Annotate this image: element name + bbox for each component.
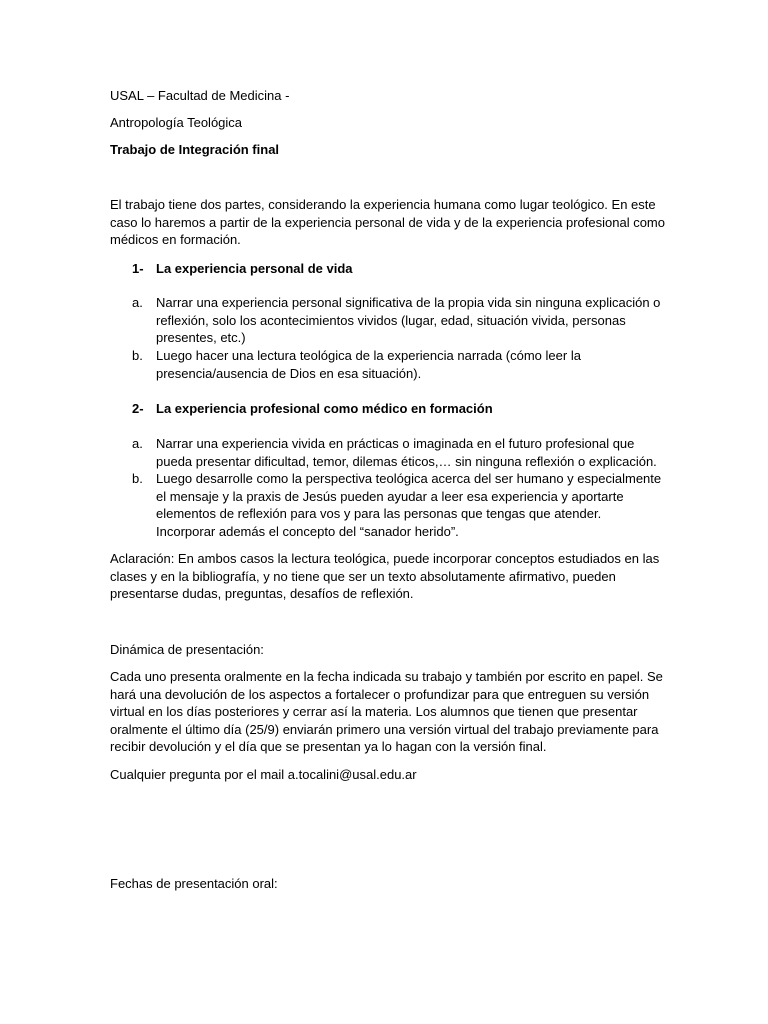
list-item-text: Luego desarrolle como la perspectiva teológica acerca del ser humano y especialmente el mensaje y la praxis de Jesús pueden ayudar a leer esa experiencia y aportarte elementos de reflexión para vos y para las personas que tengas que atender. Incorporar además el concepto del “sanador herido”.: [156, 471, 662, 539]
list-item-text: Narrar una experiencia personal significativa de la propia vida sin ninguna explicación o reflexión, solo los acontecimientos vividos (lugar, edad, situación vivida, personas presentes, etc.): [156, 295, 661, 346]
part2-item-b: [132, 470, 662, 540]
dynamics-paragraph: Cada uno presenta oralmente en la fecha indicada su trabajo y también por escrito en papel. Se hará una devolución de los aspectos a fortalecer o profundizar para que entreguen su versión virtual en los días posteriores y cerrar así la materia. Los alumnos que tienen que presentar oralmente el último día (25/9) enviarán primero una versión virtual del trabajo previamente para recibir devolución y el día que se presentan ya lo hagan con la versión final.: [110, 669, 663, 755]
course-line: Antropología Teológica: [110, 115, 243, 130]
dynamics-heading: Dinámica de presentación:: [110, 642, 264, 657]
clarification-paragraph: Aclaración: En ambos casos la lectura teológica, puede incorporar conceptos estudiados en las clases y en la bibliografía, y no tiene que ser un texto absolutamente afirmativo, pueden presentarse dudas, preguntas, desafíos de reflexión.: [110, 551, 660, 602]
dates-heading: Fechas de presentación oral:: [110, 876, 278, 891]
contact-line: Cualquier pregunta por el mail a.tocalini@usal.edu.ar: [110, 767, 417, 782]
part2-item-a: [132, 435, 662, 470]
list-marker: a.: [132, 295, 143, 310]
document-title: Trabajo de Integración final: [110, 142, 280, 157]
list-item-text: Narrar una experiencia vivida en prácticas o imaginada en el futuro profesional que pueda presentar dificultad, temor, dilemas éticos,… sin ninguna reflexión o explicación.: [156, 436, 657, 469]
part2-heading-text: La experiencia profesional como médico en formación: [156, 401, 493, 416]
part2-heading: [132, 400, 493, 418]
list-marker: b.: [132, 471, 143, 486]
list-item-text: Luego hacer una lectura teológica de la experiencia narrada (cómo leer la presencia/ausencia de Dios en esa situación).: [156, 348, 581, 381]
part1-item-a: [132, 294, 662, 347]
part2-marker: 2-: [132, 401, 144, 416]
institution-line: USAL – Facultad de Medicina -: [110, 88, 290, 103]
list-marker: b.: [132, 348, 143, 363]
part1-marker: 1-: [132, 261, 144, 276]
intro-paragraph: El trabajo tiene dos partes, considerando la experiencia humana como lugar teológico. En este caso lo haremos a partir de la experiencia personal de vida y de la experiencia profesional como médicos en formación.: [110, 197, 665, 248]
part1-heading: [132, 260, 353, 278]
list-marker: a.: [132, 436, 143, 451]
part1-item-b: [132, 347, 662, 382]
part1-heading-text: La experiencia personal de vida: [156, 261, 353, 276]
